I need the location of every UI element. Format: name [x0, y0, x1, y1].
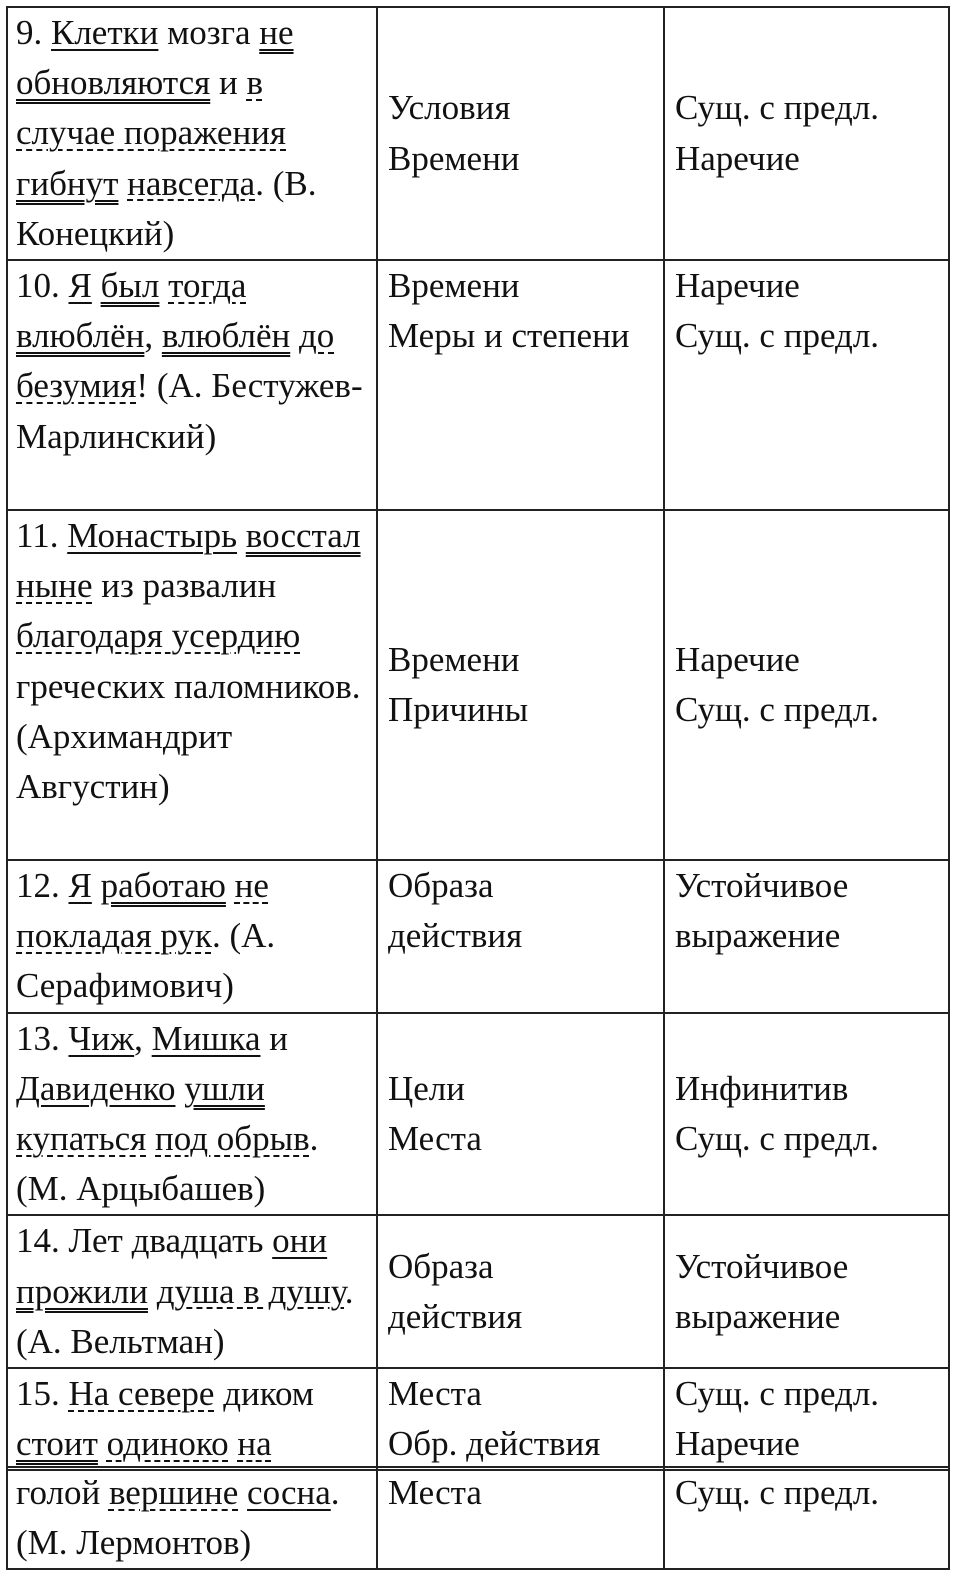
sentence-text: из развалин	[92, 566, 277, 606]
adverbial-type-cell	[377, 260, 664, 510]
sentence-member: тогда	[168, 266, 247, 306]
sentence-text	[238, 1473, 247, 1512]
expression-type: Сущ. с предл.	[675, 1119, 880, 1159]
adverbial-type: Образа	[388, 1246, 494, 1286]
sentence-member: в случае поражения	[16, 63, 287, 153]
expression-type: Сущ. с предл.	[675, 88, 880, 128]
adverbial-type: Причины	[388, 690, 529, 730]
sentence-text: и	[260, 1018, 288, 1058]
sentence-text	[237, 516, 246, 555]
sentence-text: ,	[134, 1018, 152, 1058]
sentence-text: мозга	[158, 13, 260, 52]
sentence-member: влюблён	[16, 316, 145, 356]
sentence-member: благодаря усердию	[16, 616, 301, 656]
sentence-member: ныне	[16, 566, 93, 606]
expression-cell	[664, 260, 949, 510]
sentence-cell	[7, 1215, 377, 1368]
expression-type: Сущ. с предл.	[675, 316, 880, 356]
expression-cell	[664, 1467, 949, 1569]
sentence-cell	[7, 7, 377, 260]
sentence-member: навсегда	[127, 163, 256, 203]
expression-type: выражение	[675, 1296, 841, 1336]
sentence-member: На севере	[68, 1374, 215, 1414]
adverbial-type: Времени	[388, 639, 520, 679]
sentence-cell	[7, 1013, 377, 1216]
adverbial-type: Времени	[388, 266, 520, 306]
adverbial-type-cell	[377, 7, 664, 260]
analysis-table	[6, 6, 950, 1471]
adverbial-type: Образа	[388, 866, 494, 906]
sentence-member: стоит	[16, 1424, 98, 1464]
sentence-member: душа в душу	[156, 1271, 345, 1311]
adverbial-type-cell	[377, 1467, 664, 1569]
sentence-member: не покладая рук	[16, 866, 269, 956]
expression-type: выражение	[675, 916, 841, 956]
adverbial-type: Времени	[388, 138, 520, 178]
expression-type: Наречие	[675, 639, 800, 679]
sentence-member: Чиж	[68, 1018, 135, 1058]
sentence-text: Лет двадцать	[68, 1221, 273, 1261]
sentence-text	[92, 866, 101, 905]
sentence-text: . (А. Вельтман)	[16, 1271, 354, 1361]
expression-cell	[664, 7, 949, 260]
adverbial-type-cell	[377, 1368, 664, 1470]
sentence-member: на	[237, 1424, 272, 1464]
sentence-text: . (В. Конецкий)	[16, 163, 317, 253]
sentence-member: они	[272, 1221, 328, 1261]
sentence-member: Мишка	[151, 1018, 261, 1058]
expression-cell	[664, 860, 949, 1013]
sentence-text: голой	[16, 1473, 109, 1512]
sentence-cell	[7, 260, 377, 510]
expression-cell	[664, 1013, 949, 1216]
sentence-member: Монастырь	[67, 516, 238, 556]
adverbial-type: Условия	[388, 88, 511, 128]
sentence-member: Давиденко	[16, 1068, 176, 1108]
table-row	[7, 1368, 949, 1470]
adverbial-type-cell	[377, 510, 664, 860]
sentence-number: 13.	[16, 1018, 60, 1058]
sentence-cell	[7, 860, 377, 1013]
sentence-member: прожили	[16, 1271, 148, 1311]
sentence-number: 9.	[16, 13, 43, 52]
expression-type: Сущ. с предл.	[675, 1473, 880, 1512]
sentence-member: под обрыв	[155, 1119, 310, 1159]
sentence-member: влюблён	[161, 316, 291, 356]
sentence-text: греческих паломников. (Архимандрит Августин)	[16, 666, 361, 807]
sentence-text: диком	[214, 1374, 314, 1414]
table-row	[7, 7, 949, 260]
sentence-member: купаться	[16, 1119, 147, 1159]
sentence-text	[148, 1272, 157, 1311]
analysis-table-continuation	[6, 1466, 950, 1570]
adverbial-type: Места	[388, 1473, 482, 1512]
sentence-text	[175, 1069, 184, 1108]
sentence-cell	[7, 510, 377, 860]
expression-type: Наречие	[675, 266, 800, 306]
sentence-member: был	[100, 266, 160, 306]
sentence-member: Я	[68, 866, 92, 906]
analysis-table-continuation-body	[7, 1467, 949, 1569]
sentence-text	[290, 316, 299, 355]
expression-cell	[664, 510, 949, 860]
expression-type: Наречие	[675, 1424, 800, 1464]
adverbial-type-cell	[377, 860, 664, 1013]
sentence-cell	[7, 1368, 377, 1470]
table-row	[7, 1013, 949, 1216]
sentence-member: восстал	[245, 516, 361, 556]
sentence-member: Клетки	[51, 13, 159, 52]
sentence-text: . (М. Арцыбашев)	[16, 1119, 319, 1209]
expression-type: Устойчивое	[675, 866, 849, 906]
sentence-member: сосна	[247, 1473, 331, 1512]
sentence-text	[159, 266, 168, 305]
expression-type: Сущ. с предл.	[675, 1374, 880, 1414]
table-row	[7, 1215, 949, 1368]
expression-type: Сущ. с предл.	[675, 690, 880, 730]
expression-cell	[664, 1215, 949, 1368]
sentence-member: до безумия	[16, 316, 335, 406]
sentence-member: ушли	[184, 1068, 265, 1108]
table-row	[7, 1467, 949, 1569]
sentence-member: работаю	[100, 866, 226, 906]
table-row	[7, 260, 949, 510]
sentence-text	[98, 1424, 107, 1463]
sentence-member: вершине	[108, 1473, 239, 1512]
adverbial-type-cell	[377, 1013, 664, 1216]
sentence-number: 15.	[16, 1374, 60, 1414]
table-row	[7, 860, 949, 1013]
sentence-member: не обновляются	[16, 13, 294, 103]
expression-type: Устойчивое	[675, 1246, 849, 1286]
adverbial-type: Меры и степени	[388, 316, 630, 356]
adverbial-type: Обр. действия	[388, 1424, 601, 1464]
sentence-number: 10.	[16, 266, 60, 306]
analysis-table-body	[7, 7, 949, 1470]
adverbial-type: действия	[388, 916, 523, 956]
sentence-text	[226, 866, 235, 905]
adverbial-type: Места	[388, 1119, 482, 1159]
expression-type: Инфинитив	[675, 1068, 849, 1108]
sentence-cell	[7, 1467, 377, 1569]
sentence-text	[118, 164, 127, 203]
sentence-member: гибнут	[16, 163, 119, 203]
adverbial-type: Места	[388, 1374, 482, 1414]
sentence-text	[146, 1119, 155, 1158]
sentence-text: и	[210, 63, 247, 103]
expression-cell	[664, 1368, 949, 1470]
sentence-text: . (М. Лермонтов)	[16, 1473, 340, 1563]
expression-type: Наречие	[675, 138, 800, 178]
sentence-number: 12.	[16, 866, 60, 906]
sentence-number: 14.	[16, 1221, 60, 1261]
sentence-number: 11.	[16, 516, 59, 556]
sentence-member: одиноко	[106, 1424, 229, 1464]
adverbial-type: Цели	[388, 1068, 466, 1108]
sentence-text: ! (А. Бестужев-Марлинский)	[16, 366, 363, 456]
sentence-text	[92, 266, 101, 305]
sentence-member: Я	[68, 266, 92, 306]
sentence-text: ,	[144, 316, 162, 356]
sentence-text: . (А. Серафимович)	[16, 916, 276, 1006]
adverbial-type-cell	[377, 1215, 664, 1368]
adverbial-type: действия	[388, 1296, 523, 1336]
table-row	[7, 510, 949, 860]
